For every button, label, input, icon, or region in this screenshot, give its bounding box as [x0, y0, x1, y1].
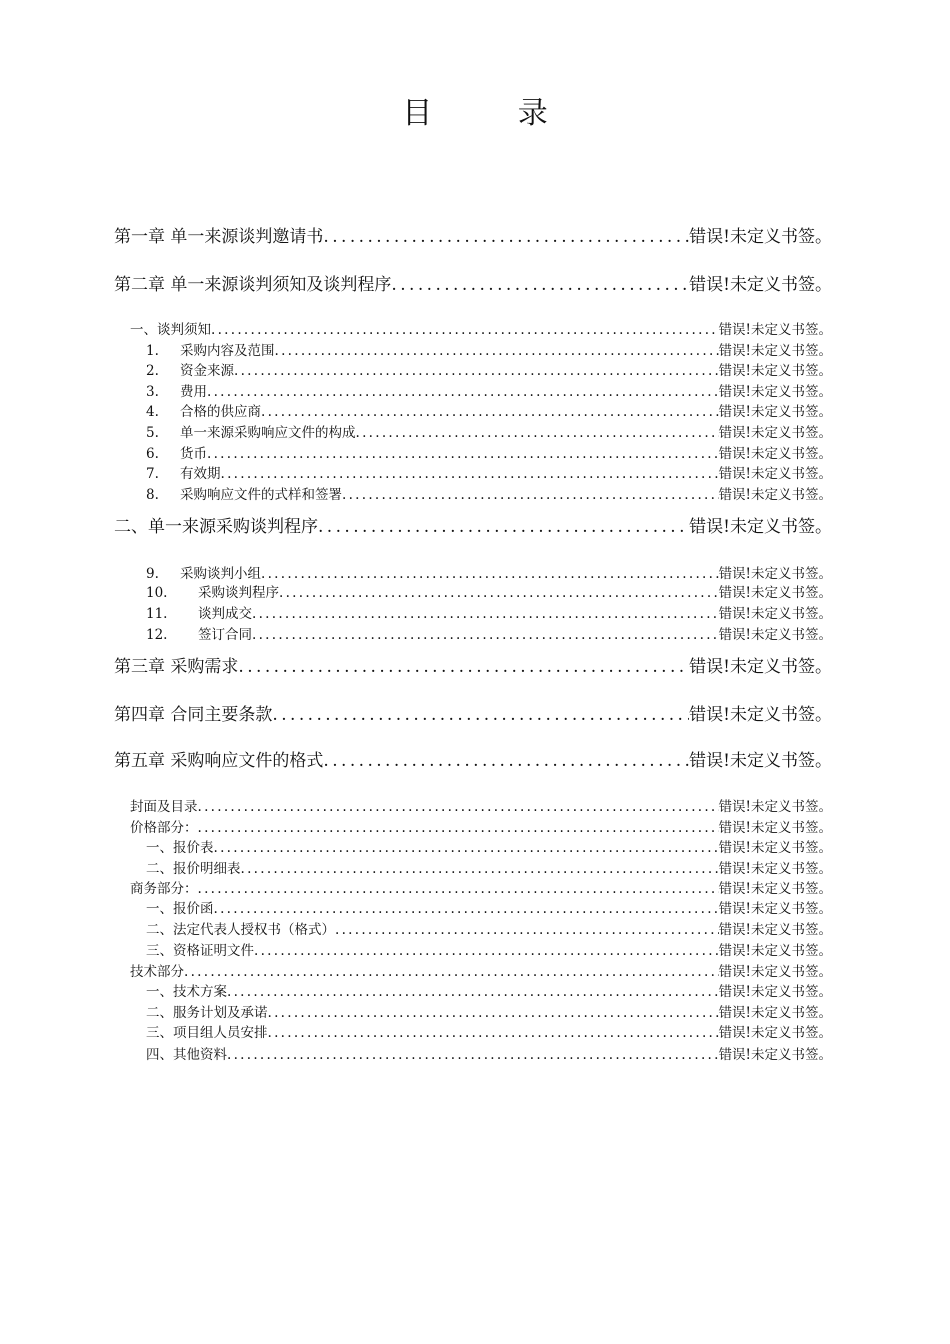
toc-entry-label: 第三章 采购需求	[114, 657, 239, 677]
toc-entry-page-ref: 错误!未定义书签。	[718, 627, 832, 643]
toc-dot-leader	[227, 984, 719, 1000]
toc-entry[interactable]	[114, 746, 832, 772]
toc-entry-label: 第二章 单一来源谈判须知及谈判程序	[114, 275, 392, 295]
toc-dot-leader	[275, 343, 719, 359]
toc-entry-label: 有效期	[180, 466, 221, 482]
toc-dot-leader	[342, 487, 719, 503]
toc-entry-label: 封面及目录	[130, 799, 198, 815]
toc-entry-label: 一、谈判须知	[130, 322, 211, 338]
toc-entry[interactable]	[130, 877, 832, 897]
toc-dot-leader	[207, 446, 719, 462]
toc-entry-page-ref: 错误!未定义书签。	[718, 487, 832, 503]
toc-dot-leader	[391, 275, 689, 295]
toc-entry[interactable]	[146, 483, 832, 503]
toc-dot-leader	[323, 751, 689, 771]
toc-entry-label: 第五章 采购响应文件的格式	[114, 751, 324, 771]
toc-entry-label: 三、项目组人员安排	[146, 1025, 268, 1041]
toc-entry-page-ref: 错误!未定义书签。	[718, 861, 832, 877]
toc-dot-leader	[254, 943, 719, 959]
toc-entry-label: 二、报价明细表	[146, 861, 241, 877]
toc-entry-page-ref: 错误!未定义书签。	[718, 566, 832, 582]
toc-entry[interactable]	[146, 1001, 832, 1021]
toc-entry-number: 8.	[146, 487, 159, 503]
toc-entry-page-ref: 错误!未定义书签。	[718, 984, 832, 1000]
toc-entry-page-ref: 错误!未定义书签。	[718, 322, 832, 338]
toc-entry-page-ref: 错误!未定义书签。	[718, 343, 832, 359]
toc-dot-leader	[318, 517, 689, 537]
toc-entry[interactable]	[146, 581, 832, 601]
toc-entry-page-ref: 错误!未定义书签。	[689, 657, 832, 677]
toc-entry-page-ref: 错误!未定义书签。	[718, 606, 832, 622]
toc-dot-leader	[227, 1047, 719, 1063]
toc-dot-leader	[221, 466, 719, 482]
toc-entry[interactable]	[146, 442, 832, 462]
toc-dot-leader	[211, 322, 719, 338]
toc-entry-page-ref: 错误!未定义书签。	[718, 384, 832, 400]
toc-entry[interactable]	[146, 462, 832, 482]
toc-entry-label: 价格部分：	[130, 820, 198, 836]
toc-entry-page-ref: 错误!未定义书签。	[718, 799, 832, 815]
toc-entry[interactable]	[146, 421, 832, 441]
toc-entry[interactable]	[146, 836, 832, 856]
toc-entry-label: 采购谈判小组	[180, 566, 261, 582]
toc-entry-page-ref: 错误!未定义书签。	[718, 585, 832, 601]
toc-entry[interactable]	[114, 222, 832, 248]
toc-dot-leader	[268, 1025, 719, 1041]
toc-entry-label: 采购响应文件的式样和签署	[180, 487, 342, 503]
toc-dot-leader	[335, 922, 719, 938]
toc-entry-page-ref: 错误!未定义书签。	[718, 466, 832, 482]
toc-entry-page-ref: 错误!未定义书签。	[718, 901, 832, 917]
toc-entry-page-ref: 错误!未定义书签。	[718, 1005, 832, 1021]
toc-entry-label: 第一章 单一来源谈判邀请书	[114, 227, 324, 247]
toc-entry-label: 一、报价函	[146, 901, 214, 917]
toc-entry-page-ref: 错误!未定义书签。	[689, 517, 832, 537]
toc-entry-label: 货币	[180, 446, 207, 462]
toc-entry-number: 7.	[146, 466, 159, 482]
toc-dot-leader	[356, 425, 719, 441]
toc-entry-number: 12.	[146, 627, 168, 643]
toc-entry[interactable]	[130, 318, 832, 338]
toc-entry-page-ref: 错误!未定义书签。	[689, 705, 832, 725]
toc-entry-label: 一、报价表	[146, 840, 214, 856]
toc-entry[interactable]	[146, 918, 832, 938]
toc-entry-label: 资金来源	[180, 363, 234, 379]
toc-entry[interactable]	[114, 270, 832, 296]
toc-dot-leader	[323, 227, 689, 247]
toc-entry-label: 二、法定代表人授权书（格式）	[146, 922, 335, 938]
toc-entry-label: 一、技术方案	[146, 984, 227, 1000]
toc-entry[interactable]	[146, 897, 832, 917]
toc-dot-leader	[279, 585, 719, 601]
toc-dot-leader	[272, 705, 689, 725]
toc-entry-number: 10.	[146, 585, 168, 601]
toc-entry-label: 合格的供应商	[180, 404, 261, 420]
toc-entry-label: 采购内容及范围	[180, 343, 275, 359]
toc-dot-leader	[241, 861, 719, 877]
toc-dot-leader	[184, 964, 719, 980]
toc-entry-label: 二、服务计划及承诺	[146, 1005, 268, 1021]
toc-entry-page-ref: 错误!未定义书签。	[718, 425, 832, 441]
toc-entry-label: 第四章 合同主要条款	[114, 705, 273, 725]
toc-dot-leader	[261, 404, 719, 420]
toc-dot-leader	[214, 901, 719, 917]
toc-entry-page-ref: 错误!未定义书签。	[718, 446, 832, 462]
toc-entry[interactable]	[146, 602, 832, 622]
toc-dot-leader	[198, 881, 719, 897]
toc-entry[interactable]	[146, 562, 832, 582]
toc-entry-label: 谈判成交	[198, 606, 252, 622]
toc-dot-leader	[198, 820, 719, 836]
toc-entry-label: 四、其他资料	[146, 1047, 227, 1063]
toc-entry[interactable]	[146, 400, 832, 420]
toc-dot-leader	[207, 384, 719, 400]
toc-entry[interactable]	[146, 339, 832, 359]
toc-entry-label: 商务部分：	[130, 881, 198, 897]
toc-entry-page-ref: 错误!未定义书签。	[718, 964, 832, 980]
toc-entry-number: 3.	[146, 384, 159, 400]
toc-entry[interactable]	[130, 816, 832, 836]
toc-entry-label: 二、单一来源采购谈判程序	[114, 517, 318, 537]
toc-entry-label: 单一来源采购响应文件的构成	[180, 425, 356, 441]
toc-entry-label: 采购谈判程序	[198, 585, 279, 601]
toc-entry[interactable]	[146, 939, 832, 959]
toc-entry-page-ref: 错误!未定义书签。	[718, 922, 832, 938]
toc-entry[interactable]	[146, 623, 832, 643]
toc-entry-page-ref: 错误!未定义书签。	[718, 1047, 832, 1063]
toc-entry-label: 签订合同	[198, 627, 252, 643]
toc-dot-leader	[198, 799, 719, 815]
toc-entry[interactable]	[130, 960, 832, 980]
toc-entry-label: 三、资格证明文件	[146, 943, 254, 959]
toc-entry-page-ref: 错误!未定义书签。	[689, 751, 832, 771]
toc-entry[interactable]	[114, 652, 832, 678]
toc-entry-number: 1.	[146, 343, 159, 359]
toc-entry-number: 4.	[146, 404, 159, 420]
toc-dot-leader	[252, 606, 719, 622]
toc-entry[interactable]	[114, 512, 832, 538]
toc-entry-page-ref: 错误!未定义书签。	[718, 820, 832, 836]
toc-dot-leader	[214, 840, 719, 856]
toc-entry[interactable]	[146, 359, 832, 379]
toc-entry-number: 5.	[146, 425, 159, 441]
toc-dot-leader	[234, 363, 719, 379]
toc-entry-page-ref: 错误!未定义书签。	[718, 1025, 832, 1041]
toc-dot-leader	[252, 627, 719, 643]
toc-entry-page-ref: 错误!未定义书签。	[718, 363, 832, 379]
toc-entry-number: 9.	[146, 566, 159, 582]
toc-entry[interactable]	[146, 1043, 832, 1063]
toc-entry-page-ref: 错误!未定义书签。	[718, 840, 832, 856]
toc-entry-page-ref: 错误!未定义书签。	[689, 275, 832, 295]
toc-entry[interactable]	[146, 1021, 832, 1041]
toc-entry-label: 费用	[180, 384, 207, 400]
toc-entry-number: 11.	[146, 606, 168, 622]
toc-dot-leader	[261, 566, 719, 582]
toc-entry-page-ref: 错误!未定义书签。	[689, 227, 832, 247]
toc-entry[interactable]	[146, 857, 832, 877]
toc-entry-page-ref: 错误!未定义书签。	[718, 404, 832, 420]
page-title: 目 录	[402, 96, 586, 131]
toc-entry[interactable]	[114, 700, 832, 726]
toc-entry-page-ref: 错误!未定义书签。	[718, 881, 832, 897]
toc-entry[interactable]	[146, 380, 832, 400]
toc-entry-number: 2.	[146, 363, 159, 379]
toc-entry[interactable]	[146, 980, 832, 1000]
toc-entry-label: 技术部分	[130, 964, 184, 980]
toc-dot-leader	[238, 657, 689, 677]
toc-entry-page-ref: 错误!未定义书签。	[718, 943, 832, 959]
toc-dot-leader	[268, 1005, 719, 1021]
toc-entry-number: 6.	[146, 446, 159, 462]
toc-entry[interactable]	[130, 795, 832, 815]
